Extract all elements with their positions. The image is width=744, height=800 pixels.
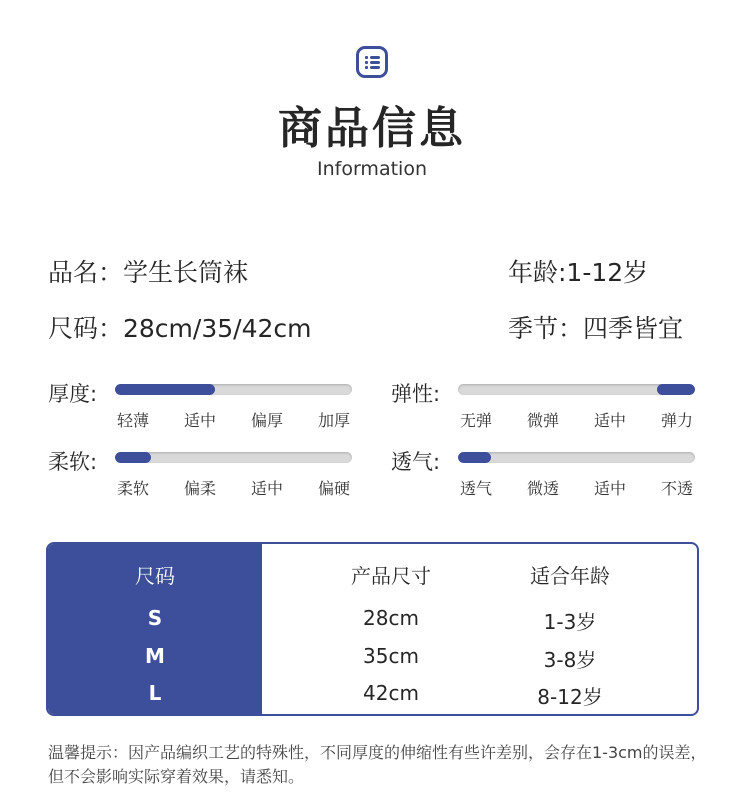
attribute-tick-label: 偏厚 — [250, 411, 284, 430]
attribute-level-fill — [458, 452, 491, 463]
attribute-label: 厚度: — [48, 382, 98, 406]
attribute-tick-label: 微透 — [526, 479, 560, 498]
size-letter: M — [145, 644, 165, 668]
attribute-track — [115, 384, 352, 395]
page-subtitle: Information — [317, 158, 427, 180]
product-size: 尺码：28cm/35/42cm — [48, 314, 312, 343]
attribute-tick-label: 轻薄 — [116, 411, 150, 430]
attribute-tick-label: 不透 — [660, 479, 694, 498]
size-header: 尺码 — [135, 564, 175, 588]
attribute-tick-label: 透气 — [459, 479, 493, 498]
attribute-tick-label: 微弹 — [526, 411, 560, 430]
attribute-track — [458, 452, 695, 463]
size-column — [48, 544, 262, 714]
attribute-tick-label: 偏柔 — [183, 479, 217, 498]
size-letter: S — [147, 606, 163, 630]
attribute-tick-label: 适中 — [593, 411, 627, 430]
product-name: 品名：学生长筒袜 — [48, 258, 249, 287]
size-table — [46, 542, 699, 716]
age-header: 适合年龄 — [530, 564, 610, 588]
age-value: 8-12岁 — [537, 685, 603, 709]
attribute-label: 柔软: — [48, 450, 98, 474]
attribute-tick-label: 适中 — [250, 479, 284, 498]
product-season: 季节：四季皆宜 — [508, 314, 684, 343]
attribute-label: 透气: — [391, 450, 441, 474]
attribute-tick-label: 加厚 — [317, 411, 351, 430]
warm-tip: 温馨提示：因产品编织工艺的特殊性，不同厚度的伸缩性有些许差别，会存在1-3cm的误差，但不会影响实际穿着效果，请悉知。 — [48, 743, 707, 786]
list-icon — [356, 46, 388, 78]
attribute-label: 弹性: — [391, 382, 441, 406]
dimension-value: 35cm — [363, 644, 419, 668]
dimension-header: 产品尺寸 — [351, 564, 431, 588]
attribute-tick-label: 无弹 — [459, 411, 493, 430]
attribute-track — [458, 384, 695, 395]
attribute-tick-label: 偏硬 — [317, 479, 351, 498]
attribute-tick-label: 弹力 — [660, 411, 694, 430]
attribute-track — [115, 452, 352, 463]
attribute-level-fill — [115, 452, 151, 463]
attribute-level-fill — [115, 384, 215, 395]
dimension-value: 28cm — [363, 606, 419, 630]
size-letter: L — [148, 681, 162, 705]
page-title: 商品信息 — [278, 103, 466, 154]
product-age: 年龄:1-12岁 — [508, 258, 649, 287]
age-value: 1-3岁 — [543, 610, 597, 634]
dimension-value: 42cm — [363, 681, 419, 705]
age-value: 3-8岁 — [543, 648, 597, 672]
attribute-tick-label: 适中 — [183, 411, 217, 430]
attribute-level-fill — [657, 384, 695, 395]
attribute-tick-label: 适中 — [593, 479, 627, 498]
attribute-tick-label: 柔软 — [116, 479, 150, 498]
